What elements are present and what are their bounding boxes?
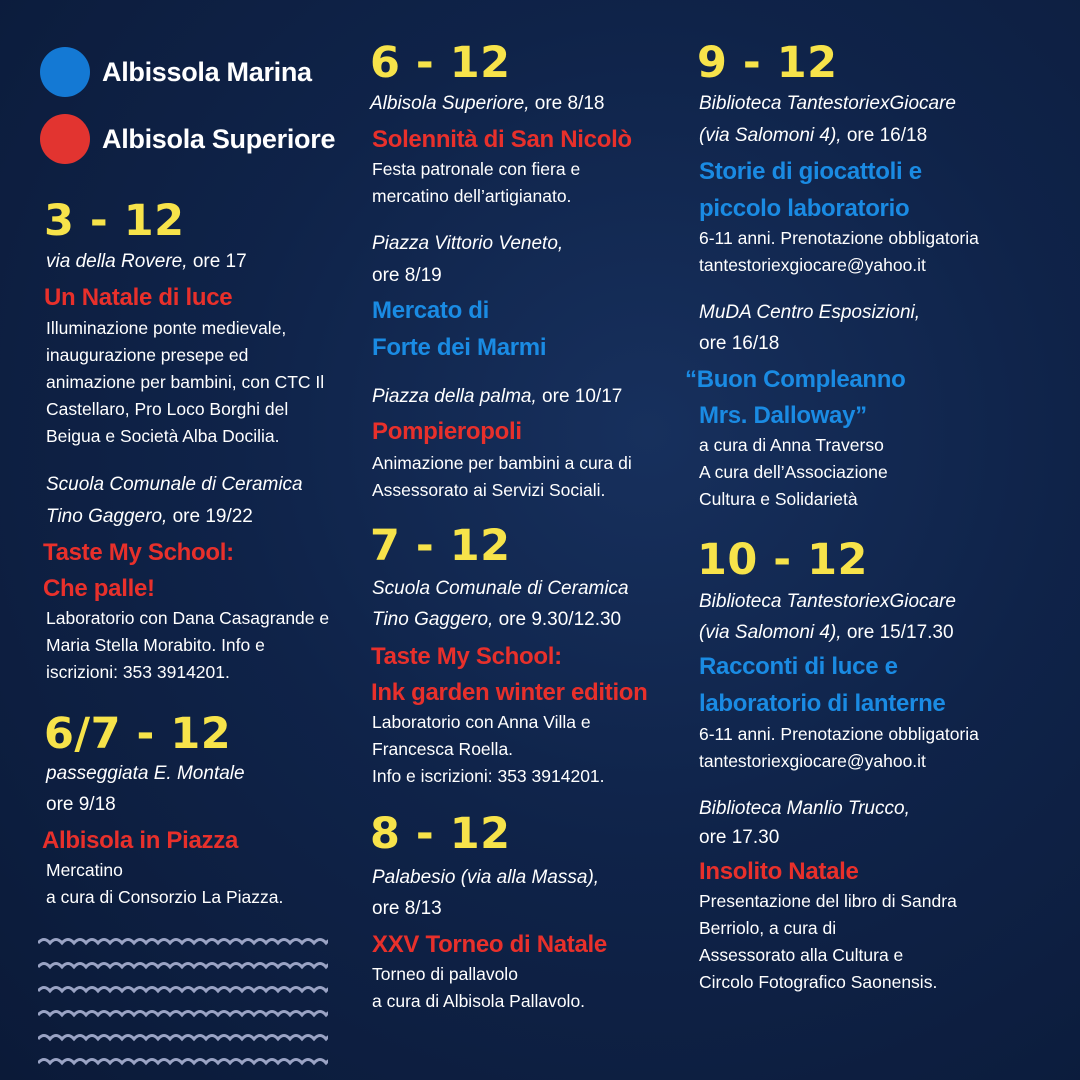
- desc-line: tantestoriexgiocare@yahoo.it: [699, 255, 926, 275]
- desc-line: Circolo Fotografico Saonensis.: [699, 972, 938, 992]
- desc-line: Assessorato alla Cultura e: [699, 945, 904, 965]
- place: passeggiata E. Montale: [46, 763, 245, 784]
- place: Piazza della palma,: [372, 386, 537, 407]
- legend-albissola-marina: [40, 47, 312, 97]
- desc-line: A cura dell’Associazione: [699, 462, 888, 482]
- event-title-taste-my-school: Taste My School:: [43, 539, 234, 566]
- place: Biblioteca TantestoriexGiocare: [699, 591, 956, 612]
- event-description: [699, 225, 979, 279]
- event-title-solennita-san-nicolo: Solennità di San Nicolò: [372, 126, 632, 153]
- desc-line: Festa patronale con fiera e: [372, 159, 581, 179]
- desc-line: Castellaro, Pro Loco Borghi del: [46, 399, 289, 419]
- event-time: ore 8/13: [372, 898, 442, 919]
- event-description: [699, 721, 979, 775]
- event-location: [372, 229, 563, 259]
- desc-line: Berriolo, a cura di: [699, 918, 837, 938]
- event-location: [372, 863, 599, 893]
- event-title-racconti-di-luce: Racconti di luce e: [699, 653, 898, 680]
- event-description: [372, 450, 632, 504]
- wave-line: [38, 1036, 328, 1040]
- desc-line: a cura di Consorzio La Piazza.: [46, 887, 284, 907]
- place: via della Rovere,: [46, 251, 188, 272]
- desc-line: Info e iscrizioni: 353 3914201.: [372, 766, 605, 786]
- place: Scuola Comunale di Ceramica: [46, 474, 303, 495]
- place: Scuola Comunale di Ceramica: [372, 578, 629, 599]
- desc-line: Presentazione del libro di Sandra: [699, 891, 957, 911]
- desc-line: Laboratorio con Dana Casagrande e: [46, 608, 330, 628]
- place: MuDA Centro Esposizioni,: [699, 302, 921, 323]
- place: Palabesio (via alla Massa),: [372, 867, 600, 888]
- time: ore 17: [192, 251, 247, 272]
- place: Biblioteca TantestoriexGiocare: [699, 93, 956, 114]
- event-location: [370, 89, 605, 119]
- event-description: [372, 709, 605, 790]
- desc-line: Beigua e Società Alba Docilia.: [46, 426, 280, 446]
- date-7-12: 7 - 12: [370, 521, 511, 571]
- event-description: [372, 961, 585, 1015]
- desc-line: tantestoriexgiocare@yahoo.it: [699, 751, 926, 771]
- legend-label-marina: Albissola Marina: [102, 56, 312, 87]
- event-description: [699, 888, 957, 996]
- time: ore 10/17: [542, 386, 623, 407]
- desc-line: Francesca Roella.: [372, 739, 514, 759]
- desc-line: Laboratorio con Anna Villa e: [372, 712, 591, 732]
- wave-pattern-icon: [38, 935, 328, 1080]
- event-title-insolito-natale: Insolito Natale: [699, 858, 859, 885]
- event-location: [699, 794, 910, 824]
- event-title-forte-dei-marmi: Forte dei Marmi: [372, 334, 547, 361]
- wave-line: [38, 988, 328, 992]
- desc-line: iscrizioni: 353 3914201.: [46, 662, 230, 682]
- time: ore 15/17.30: [846, 622, 954, 643]
- event-location: [699, 618, 954, 648]
- event-title-torneo-di-natale: XXV Torneo di Natale: [372, 931, 607, 958]
- desc-line: mercatino dell’artigianato.: [372, 186, 572, 206]
- time: ore 9.30/12.30: [498, 609, 622, 630]
- desc-line: Animazione per bambini a cura di: [372, 453, 632, 473]
- place: Tino Gaggero,: [372, 609, 494, 630]
- place: Piazza Vittorio Veneto,: [372, 233, 564, 254]
- event-title-laboratorio-di-lanterne: laboratorio di lanterne: [699, 690, 946, 717]
- place: (via Salomoni 4),: [699, 125, 842, 146]
- wave-line: [38, 940, 328, 944]
- time: ore 8/18: [534, 93, 605, 114]
- event-description: [46, 857, 283, 911]
- event-location: [699, 298, 920, 328]
- event-location: [699, 587, 956, 617]
- event-description: [699, 432, 888, 513]
- event-location: [46, 247, 247, 277]
- event-location: [46, 502, 253, 532]
- event-title-mrs-dalloway: Mrs. Dalloway”: [699, 402, 867, 429]
- event-title-mercato-di: Mercato di: [372, 297, 490, 324]
- event-location: [46, 759, 245, 789]
- event-time: ore 8/19: [372, 265, 442, 286]
- event-location: [699, 89, 956, 119]
- legend-label-superiore: Albisola Superiore: [102, 123, 336, 154]
- place: Albisola Superiore,: [370, 93, 530, 114]
- desc-line: a cura di Anna Traverso: [699, 435, 884, 455]
- desc-line: animazione per bambini, con CTC Il: [46, 372, 325, 392]
- event-title-un-natale-di-luce: Un Natale di luce: [44, 284, 233, 311]
- event-title-che-palle: Che palle!: [43, 575, 155, 602]
- wave-line: [38, 1060, 328, 1064]
- event-description: [46, 605, 329, 686]
- date-9-12: 9 - 12: [697, 38, 838, 88]
- desc-line: Cultura e Solidarietà: [699, 489, 858, 509]
- desc-line: 6-11 anni. Prenotazione obbligatoria: [699, 724, 979, 744]
- event-title-ink-garden: Ink garden winter edition: [371, 679, 648, 706]
- desc-line: a cura di Albisola Pallavolo.: [372, 991, 586, 1011]
- event-title-taste-my-school: Taste My School:: [371, 643, 562, 670]
- desc-line: Mercatino: [46, 860, 123, 880]
- wave-line: [38, 1012, 328, 1016]
- event-location: [699, 121, 927, 151]
- event-title-albisola-in-piazza: Albisola in Piazza: [42, 827, 238, 854]
- event-location: [372, 382, 622, 412]
- legend-albisola-superiore: [40, 114, 335, 164]
- event-title-pompieropoli: Pompieropoli: [372, 418, 522, 445]
- event-time: ore 9/18: [46, 794, 116, 815]
- date-10-12: 10 - 12: [697, 535, 868, 585]
- date-6-7-12: 6/7 - 12: [44, 709, 232, 759]
- desc-line: Assessorato ai Servizi Sociali.: [372, 480, 606, 500]
- desc-line: Maria Stella Morabito. Info e: [46, 635, 265, 655]
- event-title-storie-di-giocattoli: Storie di giocattoli e: [699, 158, 922, 185]
- event-description: [46, 315, 324, 450]
- time: ore 16/18: [846, 125, 928, 146]
- date-3-12: 3 - 12: [44, 196, 185, 246]
- wave-line: [38, 964, 328, 968]
- event-time: ore 16/18: [699, 333, 780, 354]
- event-location: [372, 605, 621, 635]
- place: (via Salomoni 4),: [699, 622, 842, 643]
- event-title-piccolo-laboratorio: piccolo laboratorio: [699, 195, 910, 222]
- event-time: ore 17.30: [699, 827, 780, 848]
- event-description: [372, 156, 580, 210]
- time: ore 19/22: [172, 506, 253, 527]
- blue-circle-icon: [40, 47, 90, 97]
- red-circle-icon: [40, 114, 90, 164]
- desc-line: Torneo di pallavolo: [372, 964, 518, 984]
- desc-line: Illuminazione ponte medievale,: [46, 318, 287, 338]
- event-location: [372, 574, 629, 604]
- place: Biblioteca Manlio Trucco,: [699, 798, 910, 819]
- event-location: [46, 470, 303, 500]
- date-6-12: 6 - 12: [370, 38, 511, 88]
- desc-line: 6-11 anni. Prenotazione obbligatoria: [699, 228, 979, 248]
- event-title-buon-compleanno: “Buon Compleanno: [685, 366, 906, 393]
- place: Tino Gaggero,: [46, 506, 168, 527]
- date-8-12: 8 - 12: [370, 809, 511, 859]
- desc-line: inaugurazione presepe ed: [46, 345, 249, 365]
